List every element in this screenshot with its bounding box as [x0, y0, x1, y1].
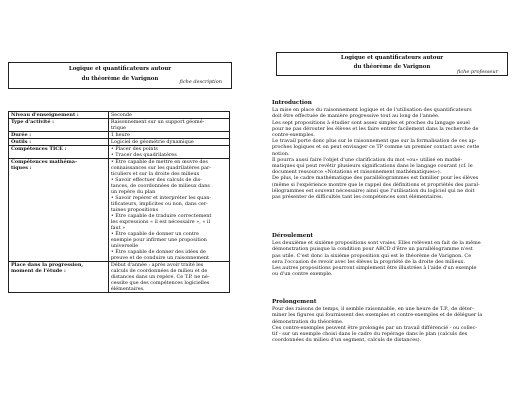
table-value — [108, 119, 229, 132]
table-value-line: • Être capable de donner des idées de — [110, 249, 206, 255]
table-value-line: tificateurs, implicites ou non, dans cer- — [110, 201, 208, 207]
text-line: Les deuxième et sixième propositions sont vraies. Elles relèvent en fait de la même — [272, 240, 481, 247]
deroulement-section — [272, 233, 508, 277]
table-key — [9, 146, 109, 159]
text-line: ou d'un contre exemple. — [272, 271, 333, 278]
text-line: démonstration puisque la condition pour ABCD d'être un parallélogramme n'est — [272, 246, 473, 253]
table-value-line: Raisonnement sur un support géomé- — [110, 119, 205, 125]
text-line: document ressource «Notations et raisonnement mathématiques»). — [272, 169, 442, 176]
table-value-line: trique — [110, 125, 126, 131]
table-value-line: • Tracer des quadrilatères — [110, 152, 177, 158]
table-value — [108, 112, 229, 119]
table-key-text: Place dans la progression, — [11, 262, 84, 268]
table-key-text: Compétences TICE : — [11, 146, 67, 152]
table-value-line: • Être capable de traduire correctement — [110, 213, 212, 219]
text-line: pour ne pas dérouter les élèves et les faire entrer facilement dans la recherche de — [272, 125, 479, 132]
table-value-line: • Être capable de mettre en œuvre des — [110, 159, 208, 165]
deroulement-text — [272, 240, 508, 277]
table-value-line: • Savoir repérer et interpréter les quan- — [110, 195, 212, 201]
left-title-line1: Logique et quantificateurs autour — [68, 66, 172, 72]
text-line: pas utile. C'est donc la sixième proposition qui est le théorème de Varignon. Ce — [272, 252, 472, 259]
table-row — [9, 119, 230, 132]
table-value-line: 1 heure — [110, 132, 130, 138]
table-value-line: • Être capable de donner un contre — [110, 231, 200, 237]
table-value — [108, 146, 229, 159]
table-value-line: Début d'année : après avoir traité les — [110, 262, 204, 268]
intro-heading: Introduction — [272, 100, 312, 106]
left-title-line2: du théorème de Varignon — [81, 76, 159, 82]
table-key-text: Outils : — [11, 139, 32, 145]
text-line: contre-exemples. — [272, 132, 315, 139]
table-key — [9, 159, 109, 262]
text-line: Pour des raisons de temps, il semble raisonnable, en une heure de T.P., de déter- — [272, 306, 474, 313]
intro-text — [272, 107, 508, 200]
left-fiche-label: fiche description — [179, 79, 222, 85]
table-value — [108, 262, 229, 293]
text-line: Le travail porte donc plus sur le raisonnement que sur la formalisation de ces ap- — [272, 138, 477, 145]
table-key-text: Compétences mathéma- — [11, 159, 77, 165]
table-value-line: ticuliers et sur la droite des milieux — [110, 171, 200, 177]
table-key-text: tiques : — [11, 165, 32, 171]
table-key — [9, 139, 109, 146]
deroulement-heading: Déroulement — [272, 233, 313, 239]
table-value — [108, 159, 229, 262]
table-value-line: élémentaires. — [110, 286, 145, 292]
table-key-text: Durée : — [11, 132, 32, 138]
text-line: De plus, le cadre mathématique des parallélogrammes est familier pour les élèves — [272, 175, 479, 182]
table-row — [9, 139, 230, 146]
prolongement-section — [272, 299, 508, 343]
text-line: Il pourra aussi faire l'objet d'une clarification du mot «ou» utilisé en mathé- — [272, 156, 463, 163]
text-line: matiques qui peut revêtir plusieurs significations dans le langage courant (cf. le — [272, 163, 473, 170]
text-line: La mise en place du raisonnement logique et de l'utilisation des quantificateurs — [272, 107, 472, 114]
table-value-line: un repère du plan — [110, 189, 156, 195]
table-value-line: distances dans un repère. Ce T.P. ne né- — [110, 274, 210, 280]
text-line: doit être effectuée de manière progressive tout au long de l'année. — [272, 113, 440, 120]
text-line: coordonnées du milieu d'un segment, calculs de distances). — [272, 337, 422, 344]
table-value-line: • Savoir effectuer des calculs de dis- — [110, 177, 202, 183]
table-value-line: cessite que des compétences logicielles — [110, 280, 210, 286]
text-line: notion. — [272, 150, 290, 157]
table-row — [9, 146, 230, 159]
table-key-text: moment de l'étude : — [11, 268, 66, 274]
text-line: pas présenter de difficultés tant les compétences sont élémentaires. — [272, 194, 444, 201]
text-line: lélogrammes est souvent nécessaire) ainsi que l'utilisation du logiciel qui ne doit — [272, 187, 475, 194]
text-line: Les sept propositions à étudier sont assez simples et proches du langage usuel — [272, 119, 470, 126]
table-value-line: connaissances sur les quadrilatères par- — [110, 165, 212, 171]
table-value-line: Seconde — [110, 112, 132, 118]
table-key-text: Type d'activité : — [11, 119, 54, 125]
table-key — [9, 119, 109, 132]
table-value-line: Logiciel de géométrie dynamique — [110, 139, 194, 145]
table-key — [9, 132, 109, 139]
table-value-line: faut » — [110, 225, 126, 231]
intro-section — [272, 100, 508, 200]
table-value-line: les expressions « il est nécessaire », « il — [110, 219, 211, 225]
prolongement-heading: Prolongement — [272, 299, 317, 305]
text-line: proches logiques et on peut envisager ce TP comme un premier contact avec cette — [272, 144, 480, 151]
table-row — [9, 112, 230, 119]
text-line: Ces contre-exemples peuvent être prolongés par un travail différencié - ou collec- — [272, 324, 478, 331]
table-key — [9, 262, 109, 293]
table-value-line: exemple pour infirmer une proposition — [110, 237, 207, 243]
table-value-line: universelle — [110, 243, 139, 249]
table-value — [108, 139, 229, 146]
table-value-line: calculs de coordonnées de milieu et de — [110, 268, 208, 274]
table-key — [9, 112, 109, 119]
table-row — [9, 132, 230, 139]
table-value — [108, 132, 229, 139]
text-line: sera l'occasion de revoir avec les élèves la propriété de la droite des milieux. — [272, 258, 466, 265]
right-title-line1: Logique et quantificateurs autour — [340, 55, 444, 61]
table-value-line: • Placer des points — [110, 146, 158, 152]
table-value-line: taines propositions — [110, 207, 159, 213]
table-row — [9, 262, 230, 293]
text-line: tif - sur un exemple choisi dans le cadre du repérage dans le plan (calculs des — [272, 331, 468, 338]
table-value-line: preuve et de conduire un raisonnement — [110, 255, 209, 261]
text-line: miner les figures qui fournissent des exemples et contre-exemples et de déléguer la — [272, 312, 483, 319]
text-line: démonstration du théorème. — [272, 318, 344, 325]
table-value-line: tances, de coordonnées de milieux dans — [110, 183, 210, 189]
right-title-line2: du théorème de Varignon — [353, 64, 431, 70]
table-key-text: Niveau d'enseignement : — [11, 112, 79, 118]
prolongement-text — [272, 306, 508, 343]
text-line: Les autres propositions pourront simplement être illustrées à l'aide d'un exemple — [272, 265, 477, 272]
text-line: (même si l'expérience montre que le rappel des définitions et propriétés des paral- — [272, 181, 480, 188]
description-table — [8, 111, 230, 293]
table-row — [9, 159, 230, 262]
right-fiche-label: fiche professeur — [456, 69, 498, 75]
